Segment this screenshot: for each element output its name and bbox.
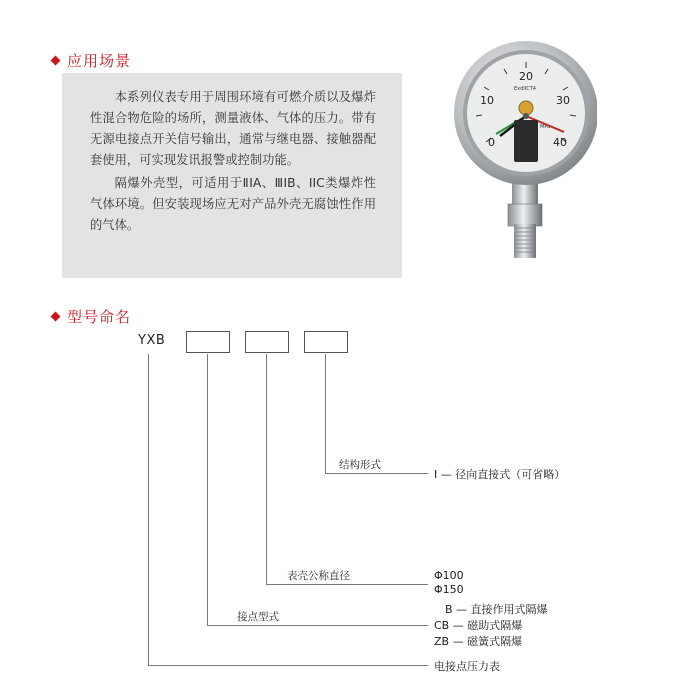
dial-number-40: 40 bbox=[553, 136, 567, 149]
leader-line-product bbox=[148, 354, 149, 665]
leader-h-structure bbox=[325, 473, 428, 474]
description-paragraph-2: 隔爆外壳型，可适用于ⅡIA、ⅢIB、IIC类爆炸性气体环境。但安装现场应无对产品外壳无腐蚀性作用的气体。 bbox=[90, 176, 376, 232]
code-box-diameter bbox=[245, 331, 289, 353]
leader-line-structure bbox=[325, 354, 326, 474]
dial-number-10: 10 bbox=[480, 94, 494, 107]
application-heading bbox=[52, 50, 131, 71]
application-description bbox=[62, 73, 402, 278]
leader-line-contact bbox=[207, 354, 208, 626]
model-code: YXB bbox=[138, 333, 166, 348]
leader-line-diameter bbox=[266, 354, 267, 584]
code-box-structure bbox=[304, 331, 348, 353]
diamond-bullet-icon bbox=[51, 56, 61, 66]
gauge-illustration bbox=[452, 18, 597, 263]
gauge-hex-nut bbox=[508, 204, 542, 226]
label-product: 电接点压力表 bbox=[434, 660, 500, 673]
option-diameter-100: Φ100 bbox=[434, 569, 464, 582]
option-contact-b: B — 直接作用式隔爆 bbox=[445, 603, 548, 616]
dial-unit: MPa bbox=[540, 124, 551, 130]
leader-h-diameter bbox=[266, 584, 428, 585]
option-structure: Ⅰ — 径向直接式（可省略） bbox=[434, 468, 566, 481]
dial-number-0: 0 bbox=[488, 136, 495, 149]
dial-number-30: 30 bbox=[556, 94, 570, 107]
label-structure: 结构形式 bbox=[339, 459, 381, 471]
label-diameter: 表壳公称直径 bbox=[287, 570, 350, 582]
dial-number-20: 20 bbox=[519, 70, 533, 83]
pointer-hub bbox=[523, 113, 529, 119]
label-contact: 接点型式 bbox=[237, 611, 279, 623]
application-title: 应用场景 bbox=[67, 52, 132, 70]
model-title: 型号命名 bbox=[67, 308, 132, 326]
contact-block bbox=[514, 120, 538, 162]
model-heading bbox=[52, 306, 131, 327]
option-contact-cb: CB — 磁助式隔爆 bbox=[434, 619, 523, 632]
option-diameter-150: Φ150 bbox=[434, 583, 464, 596]
diamond-bullet-icon bbox=[51, 312, 61, 322]
option-contact-zb: ZB — 磁簧式隔爆 bbox=[434, 635, 523, 648]
description-paragraph-1: 本系列仪表专用于周围环境有可燃介质以及爆炸性混合物危险的场所，测量液体、气体的压力。带有无源电接点开关信号输出，通常与继电器、接触器配套使用，可实现发讯报警或控制功能。 bbox=[90, 90, 376, 167]
leader-h-product bbox=[148, 665, 428, 666]
leader-h-contact bbox=[207, 625, 428, 626]
code-box-contact bbox=[186, 331, 230, 353]
dial-marking-ex: ExdIICT4 bbox=[514, 86, 536, 92]
gauge-thread bbox=[514, 224, 536, 258]
pressure-gauge-image bbox=[452, 18, 597, 263]
setting-knob bbox=[519, 101, 533, 115]
